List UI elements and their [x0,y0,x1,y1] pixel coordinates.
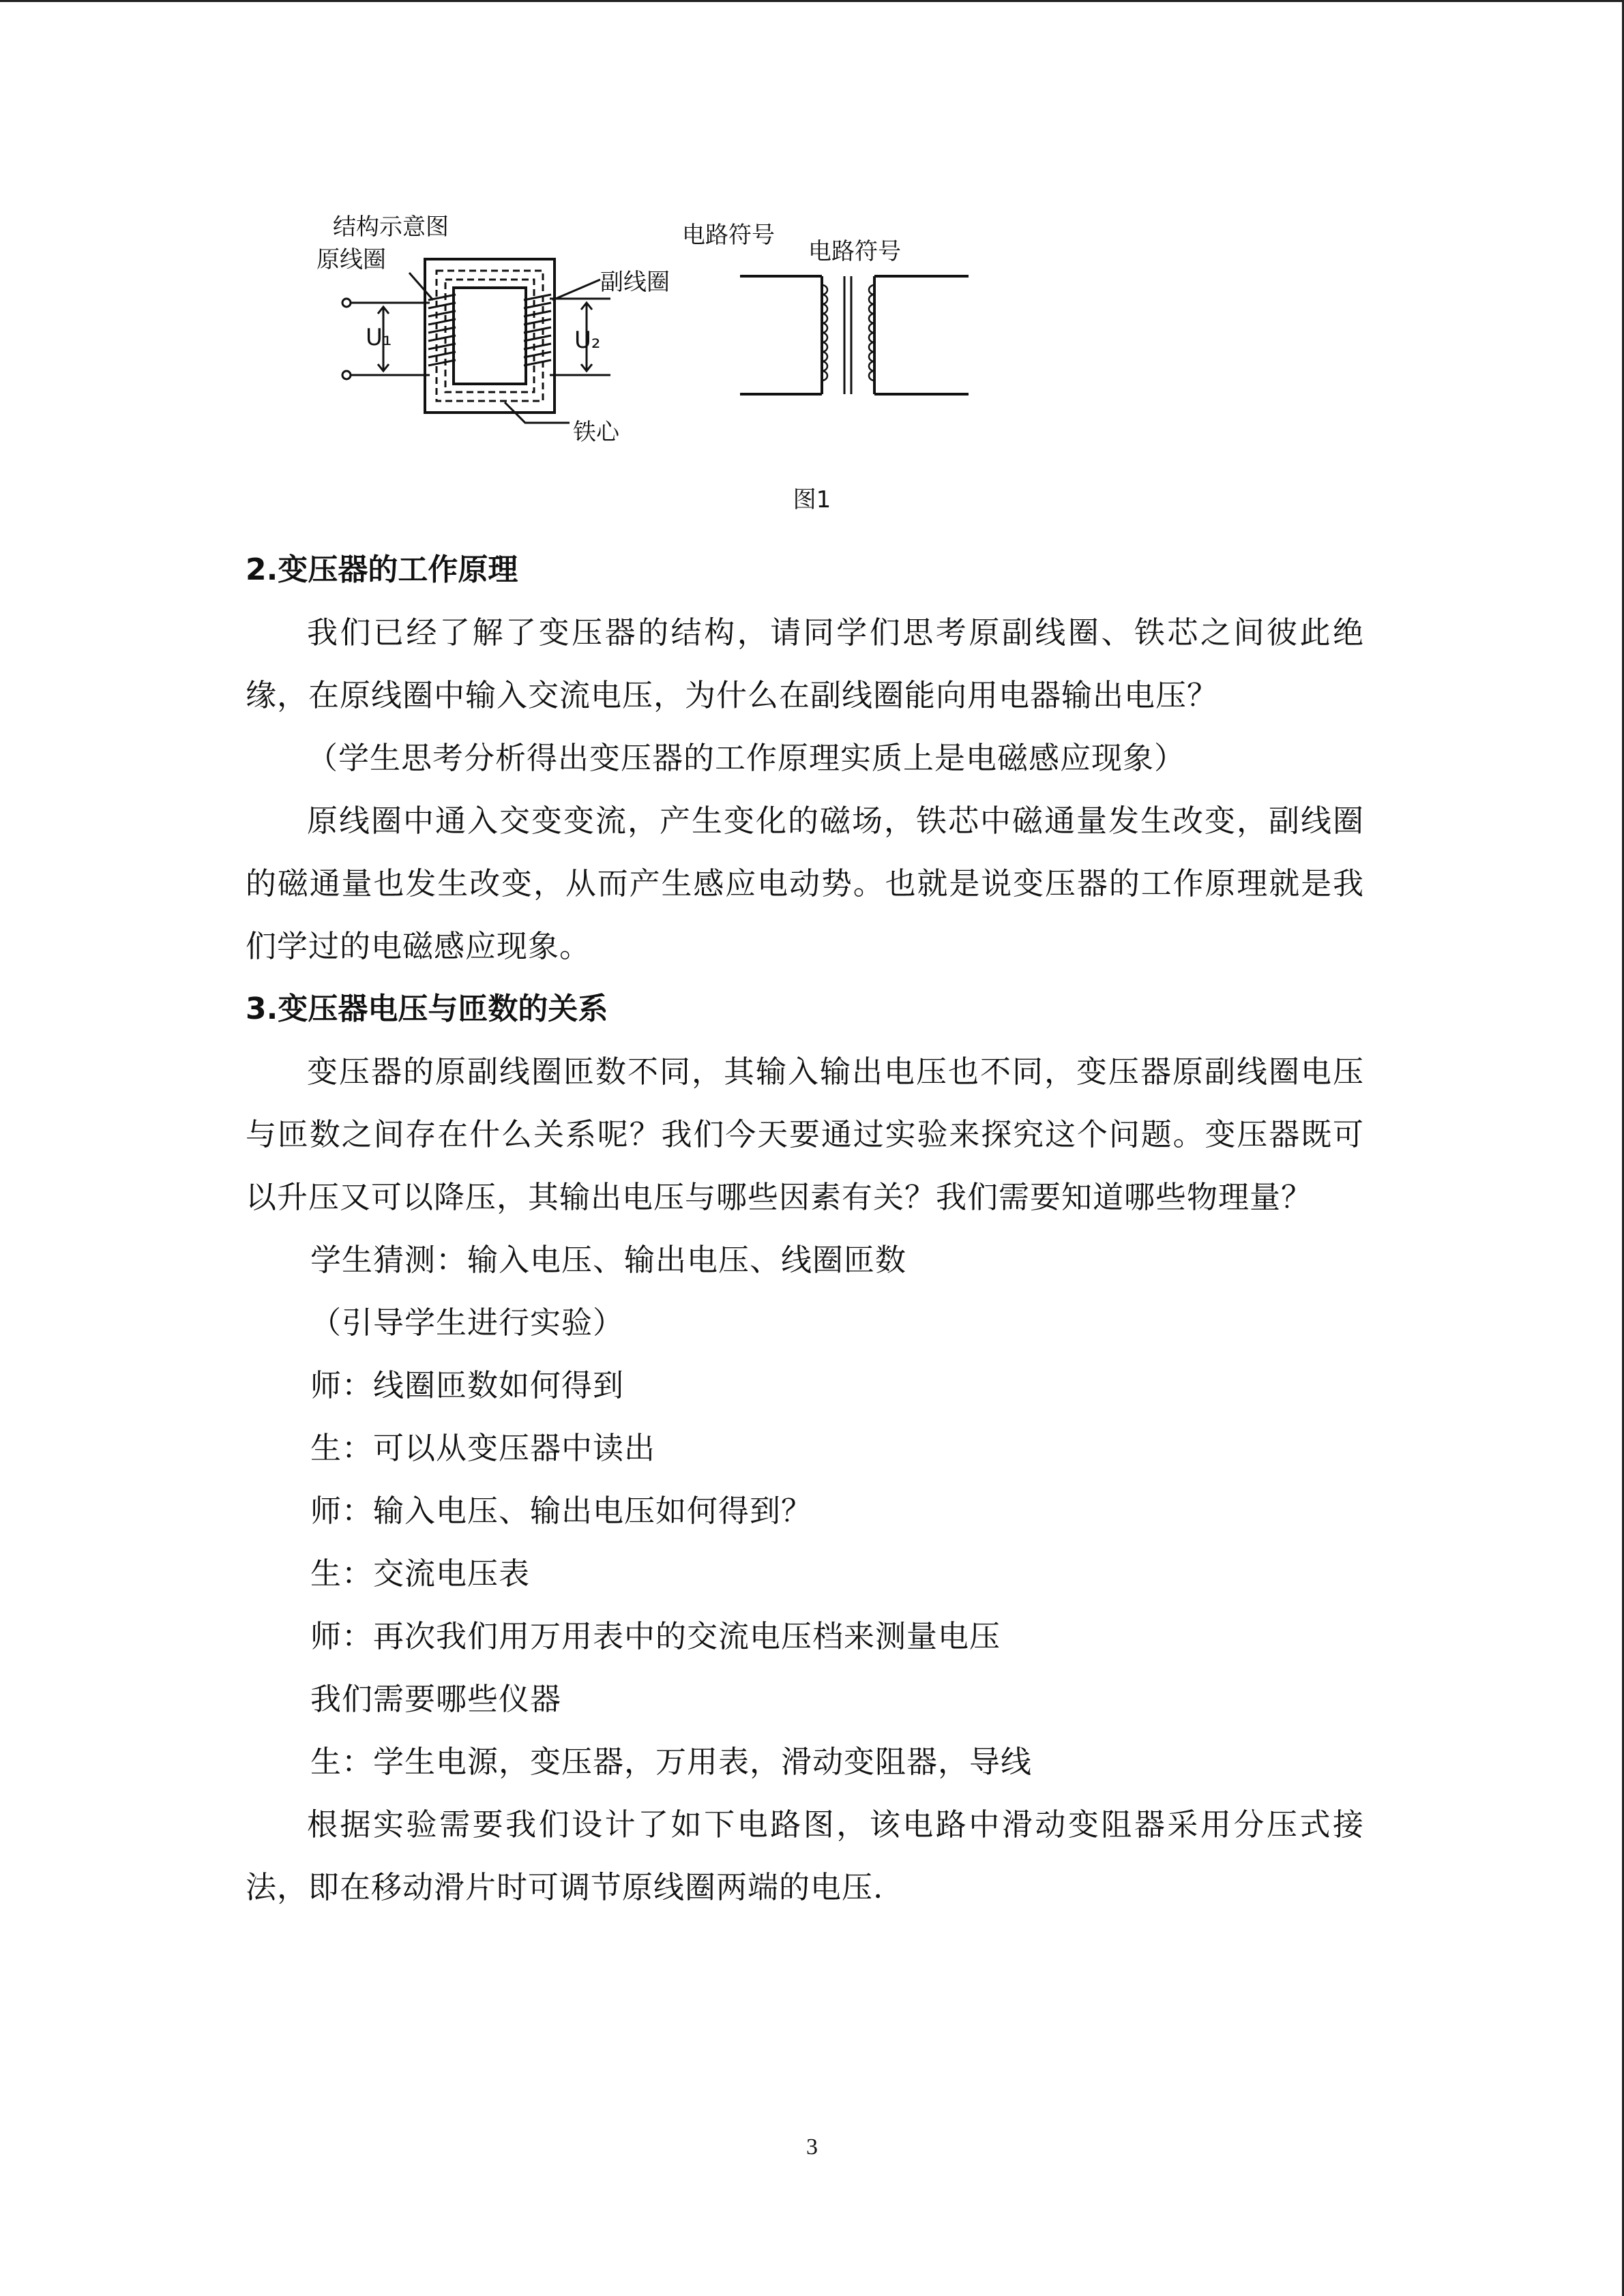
paragraph: 根据实验需要我们设计了如下电路图，该电路中滑动变阻器采用分压式接法，即在移动滑片时可调节原线圈两端的电压. [246,1806,1364,1905]
section-heading-principle: 2.变压器的工作原理 [246,552,518,587]
dialogue-line: 师：线圈匝数如何得到 [310,1367,625,1403]
section-heading-relation: 3.变压器电压与匝数的关系 [246,992,608,1026]
paragraph: （学生思考分析得出变压器的工作原理实质上是电磁感应现象） [307,740,1186,776]
document-body [246,539,1364,1919]
paragraph: 原线圈中通入交变变流，产生变化的磁场，铁芯中磁通量发生改变，副线圈的磁通量也发生改变，从而产生感应电动势。也就是说变压器的工作原理就是我们学过的电磁感应现象。 [246,803,1364,964]
symbol-title-left: 电路符号 [682,222,775,249]
paragraph: 变压器的原副线圈匝数不同，其输入输出电压也不同，变压器原副线圈电压与匝数之间存在什么关系呢？我们今天要通过实验来探究这个问题。变压器既可以升压又可以降压，其输出电压与哪些因素有关？我们需要知道哪些物理量？ [246,1054,1364,1215]
figure-caption: 图1 [793,486,831,513]
iron-core-shape [425,259,555,413]
page-number: 3 [806,2134,818,2160]
primary-coil-label: 原线圈 [316,246,386,273]
dialogue-line: 生：学生电源，变压器，万用表，滑动变阻器，导线 [310,1744,1033,1780]
dialogue-line: 我们需要哪些仪器 [310,1681,562,1717]
transformer-circuit-symbol [740,276,969,394]
primary-coil-shape [428,295,456,366]
secondary-coil-label: 副线圈 [600,269,670,296]
transformer-figure [300,205,1023,464]
dialogue-line: 生：可以从变压器中读出 [310,1430,656,1466]
dialogue-line: 学生猜测：输入电压、输出电压、线圈匝数 [310,1242,907,1278]
transformer-diagram [300,205,1023,464]
u1-label: U₁ [366,324,392,351]
symbol-title-right: 电路符号 [808,238,901,265]
iron-core-label: 铁心 [573,419,619,446]
paragraph: 我们已经了解了变压器的结构，请同学们思考原副线圈、铁芯之间彼此绝缘，在原线圈中输入交流电压，为什么在副线圈能向用电器输出电压？ [246,614,1364,713]
secondary-coil-shape [524,295,551,366]
dialogue-line: （引导学生进行实验） [310,1304,625,1341]
u2-label: U₂ [574,327,601,354]
dialogue-line: 生：交流电压表 [310,1555,531,1592]
dialogue-line: 师：输入电压、输出电压如何得到？ [310,1493,813,1529]
dialogue-line: 师：再次我们用万用表中的交流电压档来测量电压 [310,1618,1001,1654]
structure-title-label: 结构示意图 [333,213,449,241]
